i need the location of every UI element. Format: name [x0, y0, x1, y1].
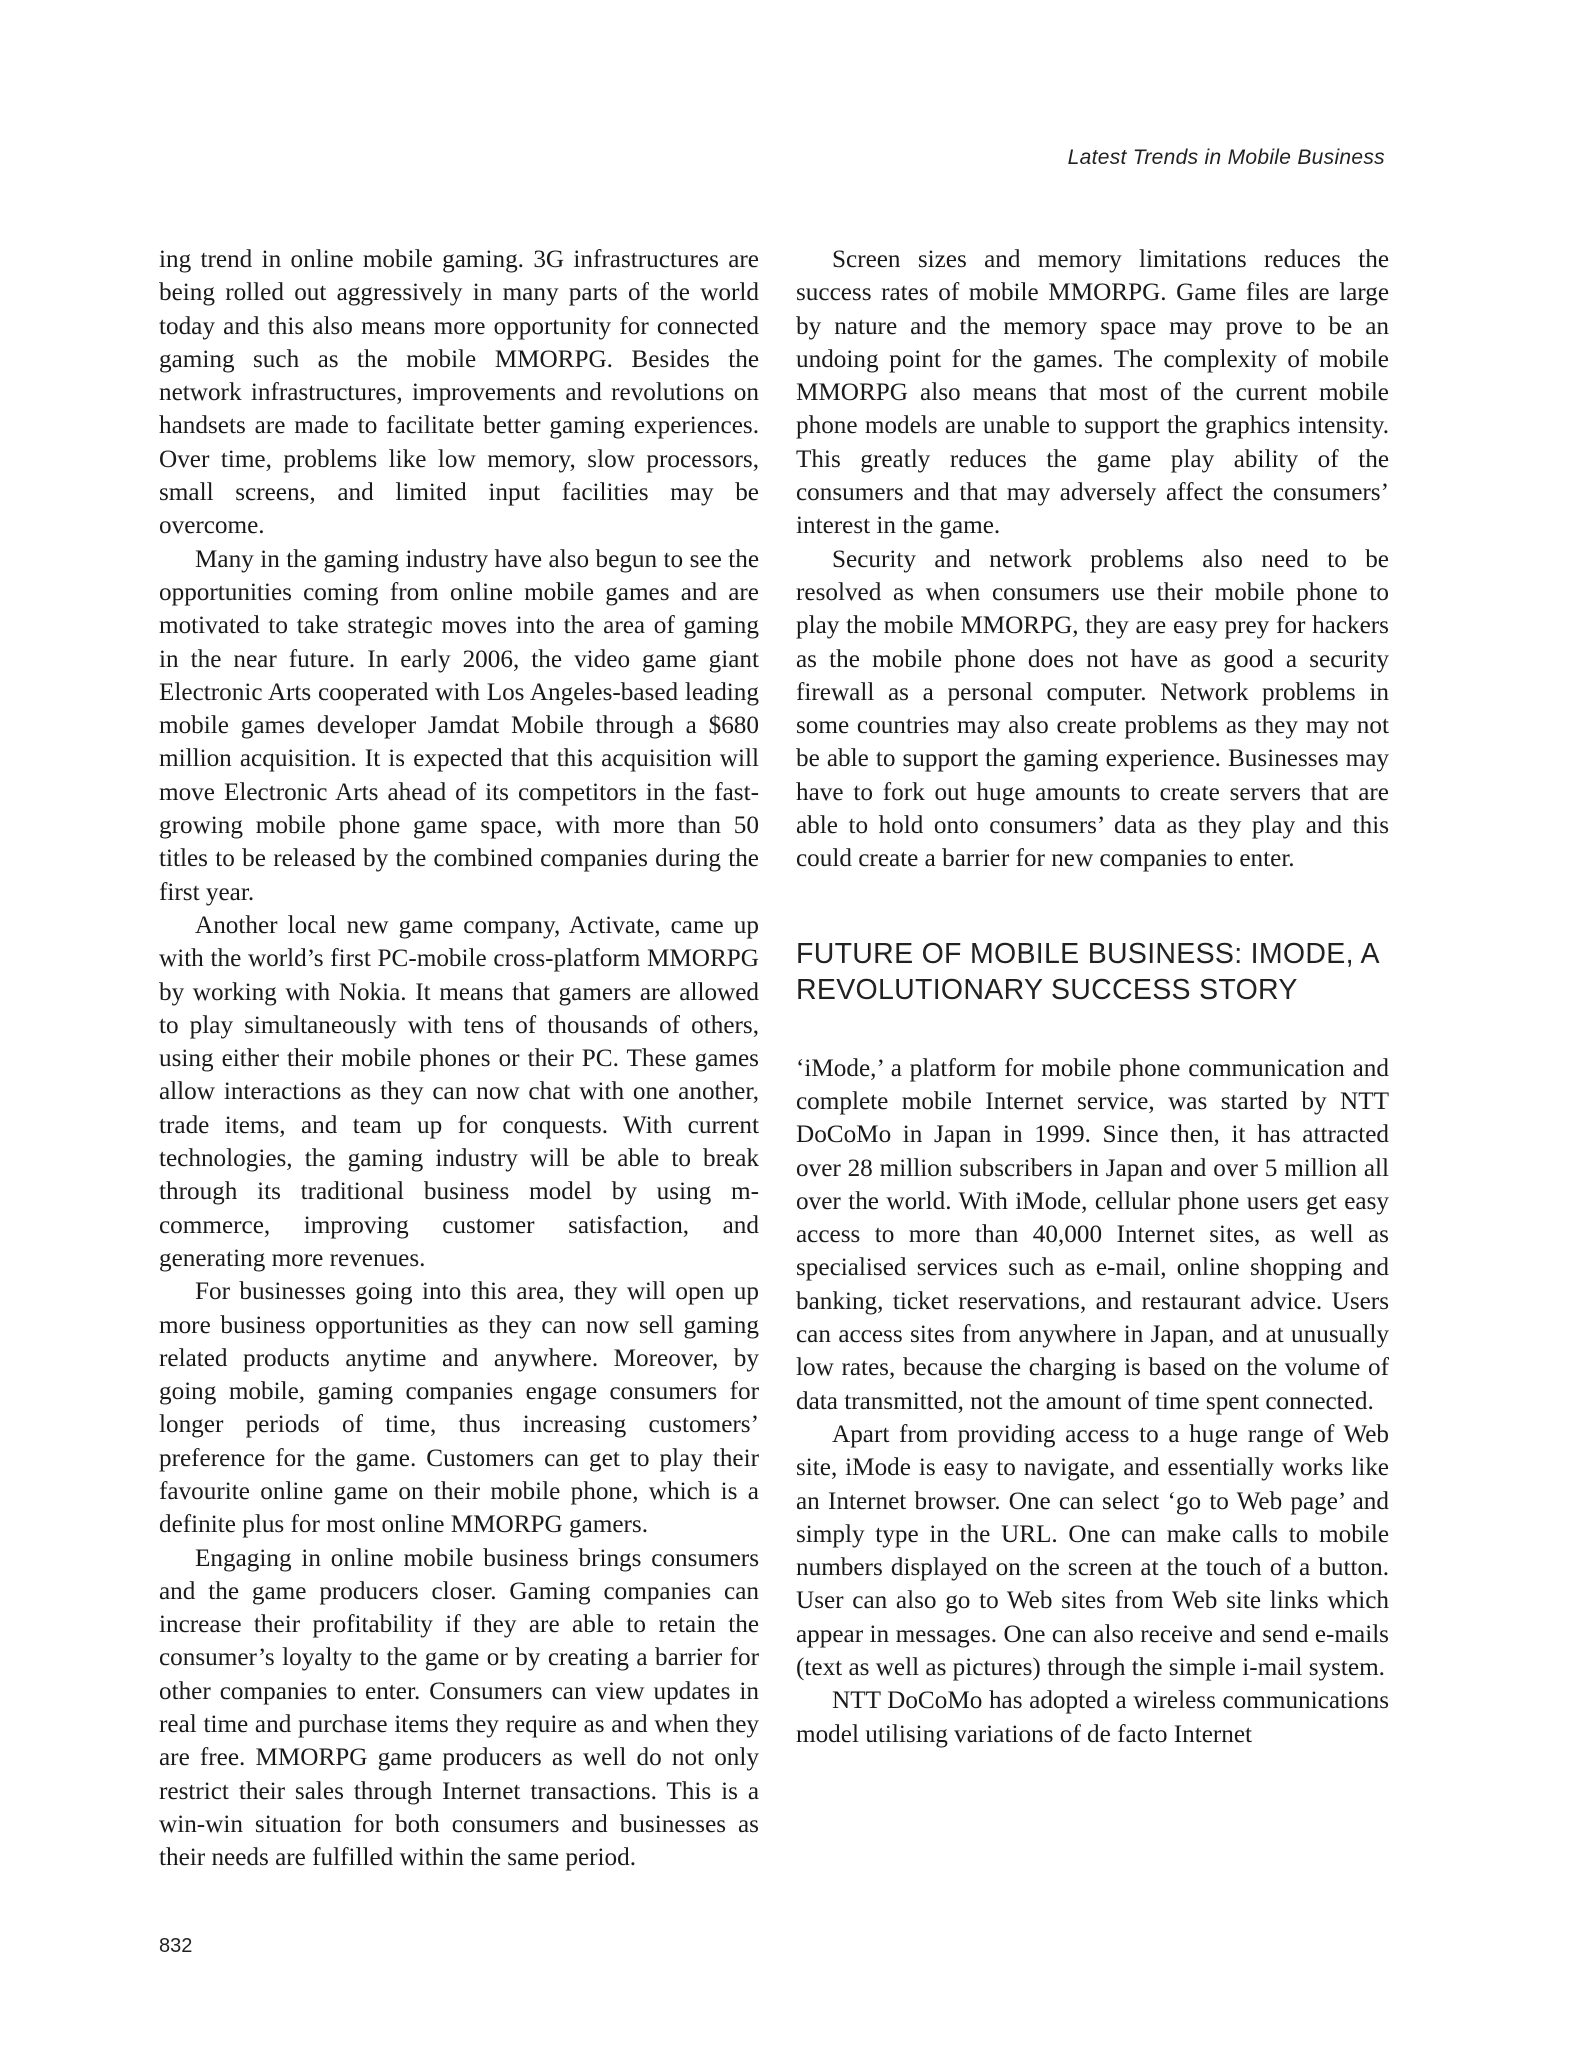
- paragraph: For businesses going into this area, they will open up more business opportunities as they can now sell gaming related products anytime and anywhere. Moreover, by going mobile, gaming companies engage consumers for longer periods of time, thus increasing customers’ preference for the game. Customers can get to play their favourite online game on their mobile phone, which is a definite plus for most online MMORPG gamers.: [159, 1278, 759, 1539]
- paragraph: Screen sizes and memory limitations reduces the success rates of mobile MMORPG. Game files are large by nature and the memory space may prove to be an undoing point for the games. The complexity of mobile MMORPG also means that most of the current mobile phone models are unable to support the graphics intensity. This greatly reduces the game play ability of the consumers and that may adversely affect the consumers’ interest in the game.: [796, 246, 1389, 540]
- paragraph: Many in the gaming industry have also begun to see the opportunities coming from online mobile games and are motivated to take strategic moves into the area of gaming in the near future. In early 2006, the video game giant Electronic Arts cooperated with Los Angeles-based leading mobile games developer Jamdat Mobile through a $680 million acquisition. It is expected that this acquisition will move Electronic Arts ahead of its competitors in the fast-growing mobile phone game space, with more than 50 titles to be released by the combined companies during the first year.: [159, 545, 759, 906]
- paragraph: ‘iMode,’ a platform for mobile phone communication and complete mobile Internet service, was started by NTT DoCoMo in Japan in 1999. Since then, it has attracted over 28 million subscribers in Japan and over 5 million all over the world. With iMode, cellular phone users get easy access to more than 40,000 Internet sites, as well as specialised services such as e-mail, online shopping and banking, ticket reservations, and restaurant advice. Users can access sites from anywhere in Japan, and at unusually low rates, because the charging is based on the volume of data transmitted, not the amount of time spent connected.: [796, 1054, 1389, 1415]
- page-number: 832: [159, 1935, 193, 1957]
- section-heading: FUTURE OF MOBILE BUSINESS: IMODE, A REVOLUTIONARY SUCCESS STORY: [796, 937, 1379, 1006]
- paragraph: Apart from providing access to a huge range of Web site, iMode is easy to navigate, and essentially works like an Internet browser. One can select ‘go to Web page’ and simply type in the URL. One can make calls to mobile numbers displayed on the screen at the touch of a button. User can also go to Web sites from Web site links which appear in messages. One can also receive and send e-mails (text as well as pictures) through the simple i-mail system.: [796, 1420, 1389, 1681]
- right-column: [796, 243, 1389, 1751]
- paragraph: Engaging in online mobile business brings consumers and the game producers closer. Gaming companies can increase their profitability if they are able to retain the consumer’s loyalty to the game or by creating a barrier for other companies to enter. Consumers can view updates in real time and purchase items they require as and when they are free. MMORPG game producers as well do not only restrict their sales through Internet transactions. This is a win-win situation for both consumers and businesses as their needs are fulfilled within the same period.: [159, 1544, 759, 1872]
- paragraph: Security and network problems also need to be resolved as when consumers use their mobile phone to play the mobile MMORPG, they are easy prey for hackers as the mobile phone does not have as good a security firewall as a personal computer. Network problems in some countries may also create problems as they may not be able to support the gaming experience. Businesses may have to fork out huge amounts to create servers that are able to hold onto consumers’ data as they play and this could create a barrier for new companies to enter.: [796, 545, 1389, 873]
- paragraph: ing trend in online mobile gaming. 3G infrastructures are being rolled out aggressively in many parts of the world today and this also means more opportunity for connected gaming such as the mobile MMORPG. Besides the network infrastructures, improvements and revolutions on handsets are made to facilitate better gaming experiences. Over time, problems like low memory, slow processors, small screens, and limited input facilities may be overcome.: [159, 246, 759, 540]
- left-column: [159, 243, 759, 1875]
- paragraph: NTT DoCoMo has adopted a wireless communications model utilising variations of de facto Internet: [796, 1687, 1389, 1748]
- paragraph: Another local new game company, Activate, came up with the world’s first PC-mobile cross-platform MMORPG by working with Nokia. It means that gamers are allowed to play simultaneously with tens of thousands of others, using either their mobile phones or their PC. These games allow interactions as they can now chat with one another, trade items, and team up for conquests. With current technologies, the gaming industry will be able to break through its traditional business model by using m-commerce, improving customer satisfaction, and generating more revenues.: [159, 911, 759, 1272]
- running-header: Latest Trends in Mobile Business: [1067, 146, 1385, 169]
